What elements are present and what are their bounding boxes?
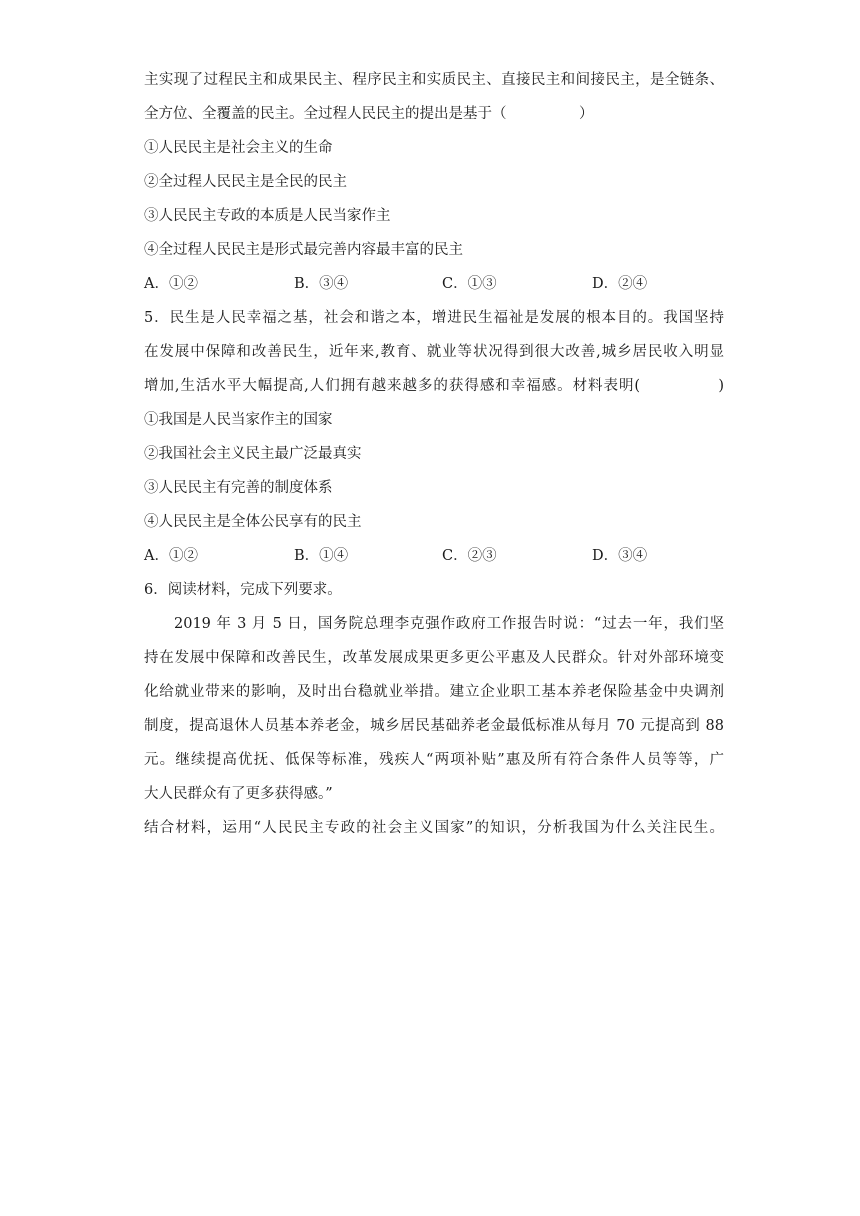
q5-statement-3: ③人民民主有完善的制度体系 [144,480,333,496]
q4-statement-4: ④全过程人民民主是形式最完善内容最丰富的民主 [144,242,463,258]
q5-stem-line-3: 增加,生活水平大幅提高,人们拥有越来越多的获得感和幸福感。材料表明( ) [144,378,724,394]
q6-material-line-1: 2019 年 3 月 5 日，国务院总理李克强作政府工作报告时说：“过去一年，我们坚 [174,616,724,632]
q5-option-c[interactable]: C．②③ [442,548,497,564]
q5-stem-line-2: 在发展中保障和改善民生，近年来,教育、就业等状况得到很大改善,城乡居民收入明显 [144,344,724,360]
q6-question: 结合材料，运用“人民民主专政的社会主义国家”的知识，分析我国为什么关注民生。 [144,820,724,836]
q6-material-line-4: 制度，提高退休人员基本养老金，城乡居民基础养老金最低标准从每月 70 元提高到 88 [144,718,724,734]
q5-option-b[interactable]: B．①④ [294,548,349,564]
q6-material-line-6: 大人民群众有了更多获得感。” [144,786,333,802]
q4-statement-2: ②全过程人民民主是全民的民主 [144,174,347,190]
q4-stem-line-1: 主实现了过程民主和成果民主、程序民主和实质民主、直接民主和间接民主，是全链条、 [144,72,724,88]
q6-material-line-2: 持在发展中保障和改善民生，改革发展成果更多更公平惠及人民群众。针对外部环境变 [144,650,724,666]
q5-option-a[interactable]: A．①② [144,548,198,564]
q5-statement-2: ②我国社会主义民主最广泛最真实 [144,446,362,462]
q4-option-c[interactable]: C．①③ [442,276,497,292]
q4-option-a[interactable]: A．①② [144,276,198,292]
q5-statement-4: ④人民民主是全体公民享有的民主 [144,514,362,530]
q5-stem-line-1: 5．民生是人民幸福之基，社会和谐之本，增进民生福祉是发展的根本目的。我国坚持 [144,310,724,326]
q6-material-line-5: 元。继续提高优抚、低保等标准，残疾人“两项补贴”惠及所有符合条件人员等等，广 [144,752,724,768]
q5-statement-1: ①我国是人民当家作主的国家 [144,412,333,428]
q6-title: 6．阅读材料，完成下列要求。 [144,582,342,598]
q4-option-d[interactable]: D．②④ [592,276,648,292]
q4-statement-1: ①人民民主是社会主义的生命 [144,140,333,156]
q6-material-line-3: 化给就业带来的影响，及时出台稳就业举措。建立企业职工基本养老保险基金中央调剂 [144,684,724,700]
q4-statement-3: ③人民民主专政的本质是人民当家作主 [144,208,391,224]
q4-option-b[interactable]: B．③④ [294,276,349,292]
q5-option-d[interactable]: D．③④ [592,548,648,564]
q4-stem-line-2: 全方位、全覆盖的民主。全过程人民民主的提出是基于（ ） [144,106,594,122]
